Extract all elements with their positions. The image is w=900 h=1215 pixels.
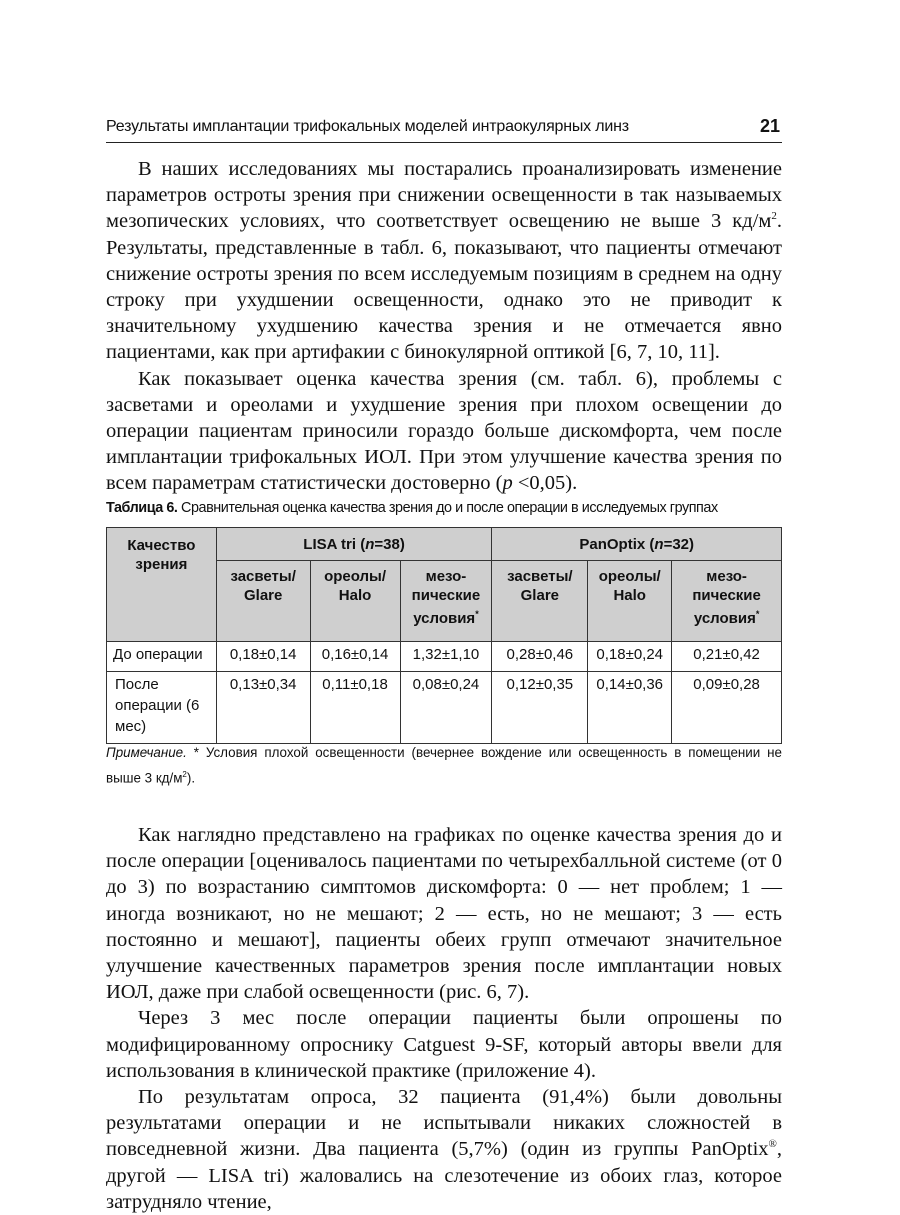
paragraph: Через 3 мес после операции пациенты были опрошены по модифицированному опроснику Catguest 9-SF, который авторы ввели для использования в клинической практике (приложение 4).	[106, 1007, 782, 1082]
paragraph: В наших исследованиях мы постарались проанализировать изменение параметров остроты зрения при снижении освещенности в так называемых мезопических условиях, что соответствует освещению не выше 3 $кд/м^2$. Результаты, представленные в табл. 6, показывают, что пациенты отмечают снижение остроты зрения по всем исследуемым позициям в среднем на одну строку при ухудшении освещенности, однако это не приводит к значительному ухудшению качества зрения и не отмечается явно пациентами, как при артифакии с бинокулярной оптикой [6, 7, 10, 11].	[106, 158, 782, 364]
cell-value: 0,13±0,34	[216, 672, 310, 744]
cell-value: 0,16±0,14	[310, 642, 400, 672]
subheader-halo: ореолы/ Halo	[588, 561, 672, 642]
cell-value: 1,32±1,10	[400, 642, 492, 672]
subheader-mesopic: мезо-пические условия*	[672, 561, 782, 642]
table-row	[107, 672, 782, 744]
table-row	[107, 642, 782, 672]
table-caption: Таблица 6. Сравнительная оценка качества зрения до и после операции в исследуемых группах	[106, 500, 718, 516]
subheader-glare: засветы/ Glare	[216, 561, 310, 642]
cell-value: 0,18±0,24	[588, 642, 672, 672]
quality-table	[106, 527, 782, 744]
header-quality: Качество зрения	[107, 528, 217, 642]
header-group-panoptix: PanOptix (n=32)	[492, 528, 782, 561]
cell-value: 0,21±0,42	[672, 642, 782, 672]
paragraph: Как показывает оценка качества зрения (см. табл. 6), проблемы с засветами и ореолами и ухудшение зрения при плохом освещении до операции пациентам приносили гораздо больше дискомфорта, чем после имплантации трифокальных ИОЛ. При этом улучшение качества зрения по всем параметрам статистически достоверно (p <0,05).	[106, 367, 782, 495]
subheader-glare: засветы/ Glare	[492, 561, 588, 642]
cell-value: 0,08±0,24	[400, 672, 492, 744]
cell-value: 0,11±0,18	[310, 672, 400, 744]
body-text-top	[106, 156, 782, 497]
running-header	[106, 112, 782, 143]
table-header-row	[107, 528, 782, 561]
cell-value: 0,28±0,46	[492, 642, 588, 672]
header-group-lisa: LISA tri (n=38)	[216, 528, 492, 561]
paragraph: По результатам опроса, 32 пациента (91,4%) были довольны результатами операции и не испытывали никаких сложностей в повседневной жизни. Два пациента (5,7%) (один из группы PanOptix®, другой — LISA tri) жаловались на слезотечение из обоих глаз, которое затрудняло чтение,	[106, 1086, 782, 1213]
header-title: Результаты имплантации трифокальных моделей интраокулярных линз	[106, 118, 629, 135]
paragraph: Как наглядно представлено на графиках по оценке качества зрения до и после операции [оценивалось пациентами по четырехбалльной системе (от 0 до 3) по возрастанию симптомов дискомфорта: 0 — нет проблем; 1 — иногда возникают, но не мешают; 2 — есть, но не мешают; 3 — есть постоянно и мешают], пациенты обеих групп отмечают значительное улучшение качественных параметров зрения после имплантации новых ИОЛ, даже при слабой освещенности (рис. 6, 7).	[106, 824, 782, 1004]
row-label: После операции (6 мес)	[107, 672, 217, 744]
row-label: До операции	[107, 642, 217, 672]
subheader-halo: ореолы/ Halo	[310, 561, 400, 642]
cell-value: 0,18±0,14	[216, 642, 310, 672]
table-note: Примечание. * Условия плохой освещенности (вечернее вождение или освещенность в помещении не выше 3 $кд/м^2$).	[106, 745, 782, 786]
page-number: 21	[759, 116, 780, 136]
cell-value: 0,09±0,28	[672, 672, 782, 744]
cell-value: 0,14±0,36	[588, 672, 672, 744]
body-text-bottom	[106, 822, 782, 1215]
subheader-mesopic: мезо-пические условия*	[400, 561, 492, 642]
cell-value: 0,12±0,35	[492, 672, 588, 744]
